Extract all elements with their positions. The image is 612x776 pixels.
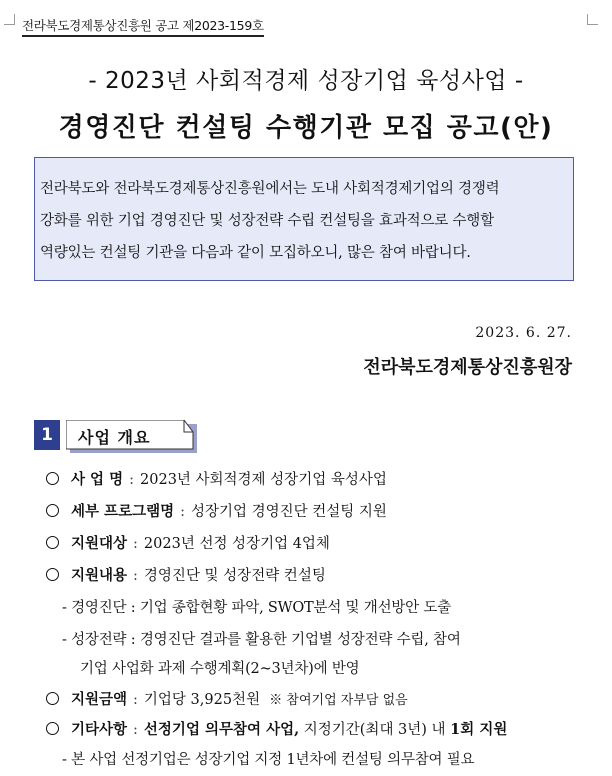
- signer-name: 전라북도경제통상진흥원장: [363, 357, 572, 378]
- list-item-target: 지원대상 : 2023년 선정 성장기업 4업체: [46, 532, 330, 553]
- intro-line-1: 전라북도와 전라북도경제통상진흥원에서는 도내 사회적경제기업의 경쟁력: [40, 181, 500, 197]
- page-title: 경영진단 컨설팅 수행기관 모집 공고(안): [58, 113, 554, 143]
- list-item-program-name: 세부 프로그램명 : 성장기업 경영진단 컨설팅 지원: [46, 500, 387, 521]
- announcement-date: 2023. 6. 27.: [475, 325, 572, 341]
- list-item-amount: 지원금액 : 기업당 3,925천원 ※ 참여기업 자부담 없음: [46, 688, 408, 709]
- circle-bullet-icon: [46, 504, 59, 517]
- sub-item-note: - 본 사업 선정기업은 성장기업 지정 1년차에 컨설팅 의무참여 필요: [62, 752, 475, 768]
- announcement-number: 전라북도경제통상진흥원 공고 제2023-159호: [22, 16, 264, 37]
- circle-bullet-icon: [46, 472, 59, 485]
- page-corner-mark-right: [587, 14, 598, 25]
- sub-item-strategy-cont: 기업 사업화 과제 수행계획(2~3년차)에 반영: [80, 661, 360, 677]
- sub-item-strategy: - 성장전략 : 경영진단 결과를 활용한 기업별 성장전략 수립, 참여: [62, 632, 461, 648]
- title-subtitle: - 2023년 사회적경제 성장기업 육성사업 -: [88, 68, 524, 94]
- circle-bullet-icon: [46, 692, 59, 705]
- circle-bullet-icon: [46, 536, 59, 549]
- page-corner-mark-left: [4, 14, 15, 25]
- list-item-content: 지원내용 : 경영진단 및 성장전략 컨설팅: [46, 564, 326, 585]
- intro-text: [40, 173, 570, 269]
- list-item-etc: 기타사항 : 선정기업 의무참여 사업, 지정기간(최대 3년) 내 1회 지원: [46, 718, 507, 739]
- sub-item-diagnosis: - 경영진단 : 기업 종합현황 파악, SWOT분석 및 개선방안 도출: [62, 600, 452, 616]
- intro-line-2: 강화를 위한 기업 경영진단 및 성장전략 수립 컨설팅을 효과적으로 수행할: [40, 213, 494, 229]
- section-title: 사업 개요: [78, 428, 151, 447]
- circle-bullet-icon: [46, 568, 59, 581]
- section-number-badge: 1: [34, 420, 60, 450]
- intro-line-3: 역량있는 컨설팅 기관을 다음과 같이 모집하오니, 많은 참여 바랍니다.: [40, 245, 471, 261]
- circle-bullet-icon: [46, 722, 59, 735]
- list-item-project-name: 사 업 명 : 2023년 사회적경제 성장기업 육성사업: [46, 468, 387, 489]
